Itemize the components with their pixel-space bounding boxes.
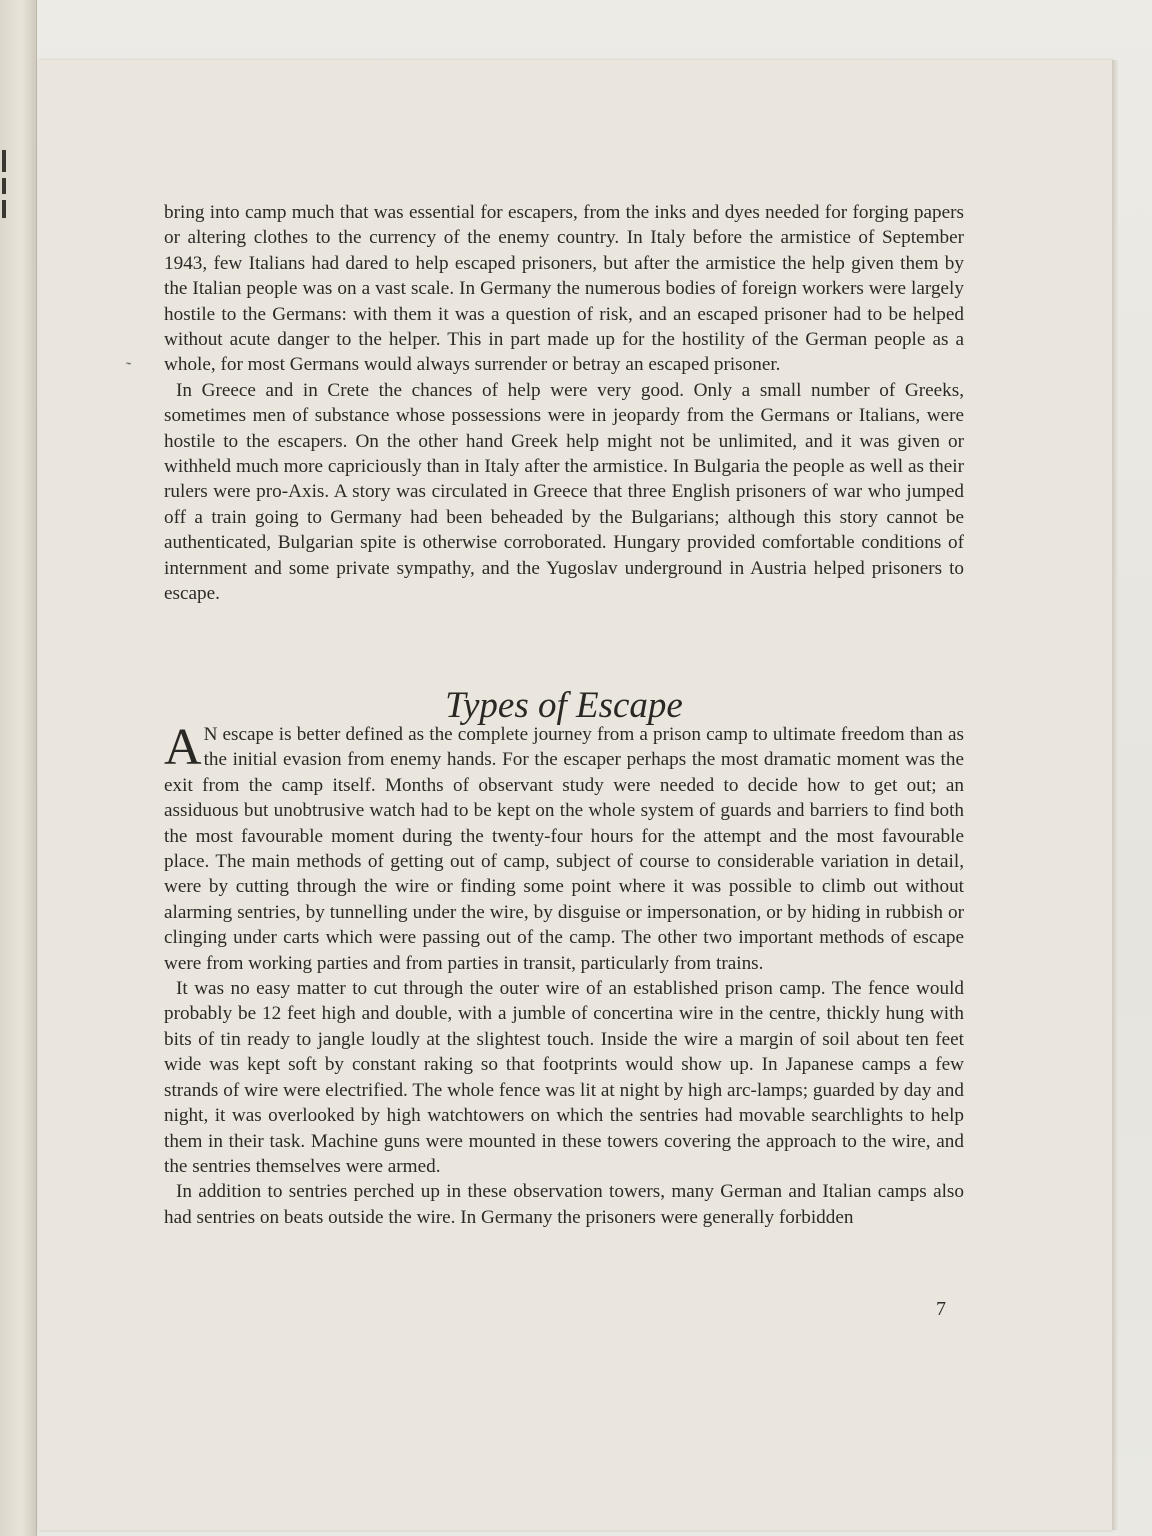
- section-heading: Types of Escape: [445, 685, 683, 726]
- page-number: 7: [936, 1298, 946, 1320]
- page-edge: [1112, 60, 1118, 1530]
- paragraph: In Greece and in Crete the chances of help were very good. Only a small number of Greeks, sometimes men of substance whose possessions were in jeopardy from the Germans or Italians, were hostile to the escapers. On the other hand Greek help might not be unlimited, and it was given or withheld much more capriciously than in Italy after the armistice. In Bulgaria the people as well as their rulers were pro-Axis. A story was circulated in Greece that three English prisoners of war who jumped off a train going to Germany had been beheaded by the Bulgarians; although this story cannot be authenticated, Bulgarian spite is otherwise corroborated. Hungary provided comfortable conditions of internment and some private sympathy, and the Yugoslav underground in Austria helped prisoners to escape.: [164, 379, 964, 605]
- paragraph: It was no easy matter to cut through the outer wire of an established prison camp. The fence would probably be 12 feet high and double, with a jumble of concertina wire in the centre, thickly hung with bits of tin ready to jangle loudly at the slightest touch. Inside the wire a margin of soil about ten feet wide was kept soft by constant raking so that footprints would show up. In Japanese camps a few strands of wire were electrified. The whole fence was lit at night by high arc-lamps; guarded by day and night, it was overlooked by high watchtowers on which the sentries had movable searchlights to help them in their task. Machine guns were mounted in these towers covering the approach to the wire, and the sentries themselves were armed.: [164, 978, 964, 1177]
- facing-page-mark: [2, 200, 6, 218]
- facing-page-mark: [2, 178, 6, 194]
- paragraph: In addition to sentries perched up in these observation towers, many German and Italian camps also had sentries on beats outside the wire. In Germany the prisoners were generally forbidden: [164, 1181, 964, 1228]
- paragraph-text: N escape is better defined as the complete journey from a prison camp to ultimate freedom than as the initial evasion from enemy hands. For the escaper perhaps the most dramatic moment was the exit from the camp itself. Months of observant study were needed to decide how to get out; an assiduous but unobtrusive watch had to be kept on the whole system of guards and barriers to find both the most favourable moment during the twenty-four hours for the attempt and the most favourable place. The main methods of getting out of camp, subject of course to considerable variation in detail, were by cutting through the wire or finding some point where it was possible to climb out without alarming sentries, by tunnelling under the wire, by disguise or impersonation, or by hiding in rubbish or clinging under carts which were passing out of the camp. The other two important methods of escape were from working parties and from parties in transit, particularly from trains.: [164, 724, 964, 974]
- facing-page-edge: [0, 0, 37, 1536]
- drop-cap: A: [164, 719, 202, 776]
- top-text-block: [164, 200, 964, 607]
- paragraph: [164, 719, 964, 976]
- margin-mark: ˜: [126, 360, 132, 377]
- facing-page-mark: [2, 150, 6, 172]
- paragraph: bring into camp much that was essential for escapers, from the inks and dyes needed for forging papers or altering clothes to the currency of the enemy country. In Italy before the armistice of September 1943, few Italians had dared to help escaped prisoners, but after the armistice the help given them by the Italian people was on a vast scale. In Germany the numerous bodies of foreign workers were largely hostile to the Germans: with them it was a question of risk, and an escaped prisoner had to be helped without acute danger to the helper. This in part made up for the hostility of the German people as a whole, for most Germans would always surrender or betray an escaped prisoner.: [164, 202, 964, 376]
- section-text-block: [164, 719, 964, 1230]
